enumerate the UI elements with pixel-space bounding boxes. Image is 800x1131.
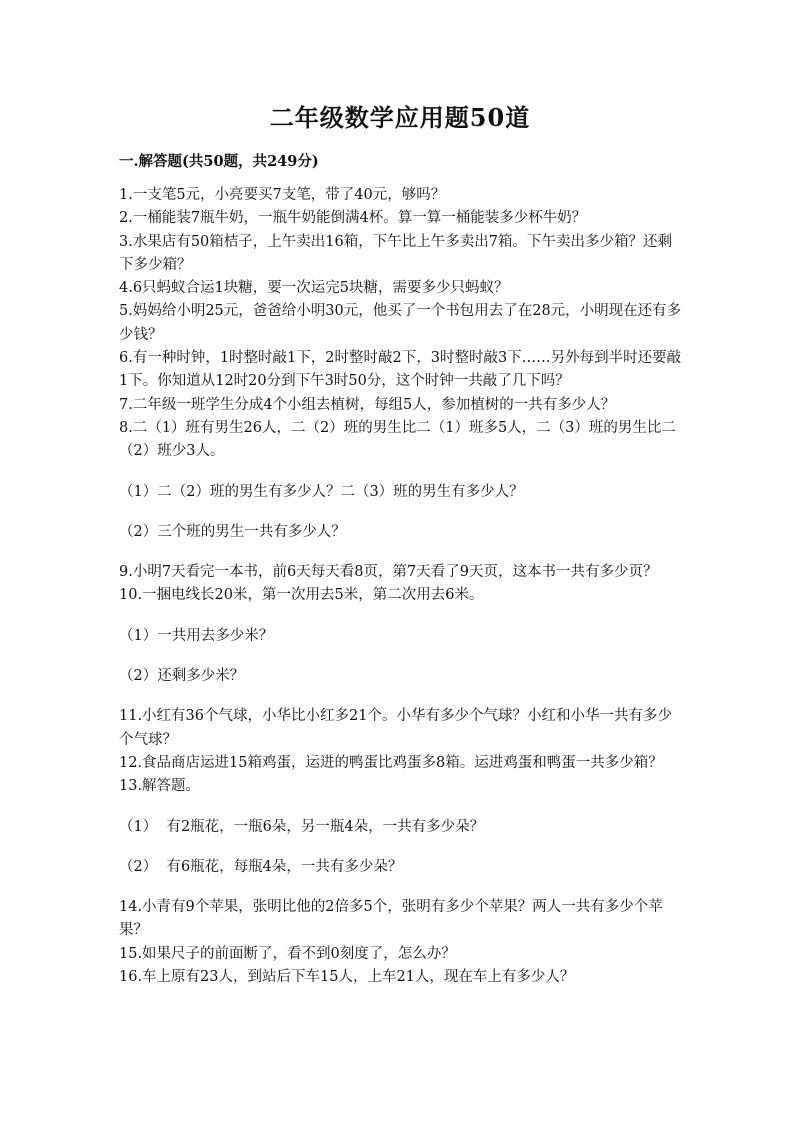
question-2: 2.一桶能装7瓶牛奶，一瓶牛奶能倒满4杯。算一算一桶能装多少杯牛奶？ [119,210,587,227]
question-8: 8.二（1）班有男生26人，二（2）班的男生比二（1）班多5人，二（3）班的男生比二（2）班少3人。 [119,419,676,460]
question-16: 16.车上原有23人，到站后下车15人，上车21人，现在车上有多少人？ [119,969,575,986]
question-3: 3.水果店有50箱桔子，上午卖出16箱，下午比上午多卖出7箱。下午卖出多少箱？还剩下多少箱？ [119,233,672,273]
section-heading: 一.解答题(共50题，共249分) [119,153,319,170]
question-13-part-1: （1） 有2瓶花，一瓶6朵，另一瓶4朵，一共有多少朵？ [119,818,485,835]
question-7: 7.二年级一班学生分成4个小组去植树，每组5人，参加植树的一共有多少人？ [119,396,616,413]
question-12: 12.食品商店运进15箱鸡蛋，运进的鸭蛋比鸡蛋多8箱。运进鸡蛋和鸭蛋一共多少箱？ [119,754,663,771]
page-title: 二年级数学应用题50道 [269,103,531,132]
question-4: 4.6只蚂蚁合运1块糖，要一次运完5块糖，需要多少只蚂蚁？ [119,280,509,297]
question-11: 11.小红有36个气球，小华比小红多21个。小华有多少个气球？小红和小华一共有多少个气球？ [119,708,672,748]
question-8-part-2: （2）三个班的男生一共有多少人？ [119,523,346,540]
question-1: 1.一支笔5元，小亮要买7支笔，带了40元，够吗？ [119,187,446,203]
question-13: 13.解答题。 [119,778,201,795]
question-list [119,184,685,989]
question-14: 14.小青有9个苹果，张明比他的2倍多5个，张明有多少个苹果？两人一共有多少个苹果？ [119,899,663,939]
question-10-part-2: （2）还剩多少米？ [119,668,245,685]
question-8-part-1: （1）二（2）班的男生有多少人？二（3）班的男生有多少人？ [119,483,524,500]
question-10-part-1: （1）一共用去多少米？ [119,627,274,644]
question-9: 9.小明7天看完一本书，前6天每天看8页，第7天看了9天页，这本书一共有多少页？ [119,564,658,581]
question-15: 15.如果尺子的前面断了，看不到0刻度了，怎么办？ [119,945,456,962]
question-13-part-2: （2） 有6瓶花，每瓶4朵，一共有多少朵？ [119,858,403,875]
question-5: 5.妈妈给小明25元，爸爸给小明30元，他买了一个书包用去了在28元，小明现在还有多少钱？ [119,303,682,343]
question-6: 6.有一种时钟，1时整时敲1下，2时整时敲2下，3时整时敲3下……另外每到半时还要敲1下。你知道从12时20分到下午3时50分，这个时钟一共敲了几下吗？ [119,350,682,390]
question-10: 10.一捆电线长20米，第一次用去5米，第二次用去6米。 [119,587,484,604]
